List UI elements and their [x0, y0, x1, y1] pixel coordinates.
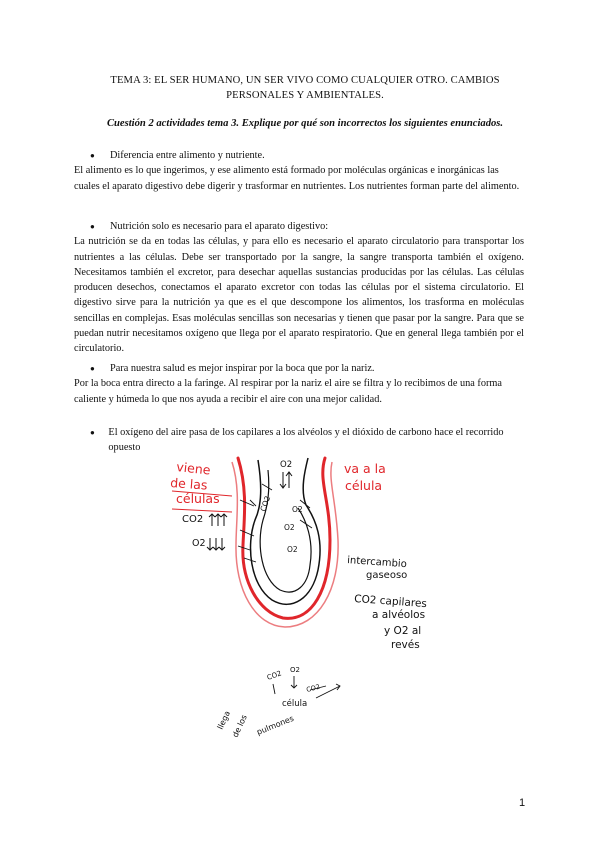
- section-body: El alimento es lo que ingerimos, y ese alimento está formado por moléculas orgánicas e inorgánicas las cuales el aparato digestivo debe digerir y trasformar en nutrientes. Los nutrientes forman parte del alimento.: [74, 165, 520, 192]
- bullet-dot-icon: ●: [90, 364, 95, 373]
- co2-label: CO2: [182, 514, 204, 525]
- bullet-dot-icon: ●: [90, 151, 95, 160]
- co2-up-arrows-icon: [209, 514, 227, 526]
- left-label-line-3: células: [176, 491, 220, 506]
- bullet-dot-icon: ●: [90, 428, 95, 437]
- exchange-arrows-icon: [238, 484, 312, 562]
- title-line-1: TEMA 3: EL SER HUMANO, UN SER VIVO COMO CUALQUIER OTRO. CAMBIOS: [110, 75, 500, 86]
- section-body: La nutrición se da en todas las células, y para ello es necesario el aparato circulatorio para transportar los nutrientes a las células. Debe ser transportado por la sangre, la sangre transporta también el oxígeno. Necesitamos también el excretor, para desechar aquellas sustancias producidas por las células. Las células producen desechos, conectamos el aparato excretor con todas las células por el sistema circulatorio. El digestivo sirve para la nutrición ya que es el que descompone los alimentos, los trasforma en moléculas sencillas en complejas. Esas moléculas sencillas son necesarias y tienen que pasar por la sangre. Para que se puedan nutrir necesitamos oxígeno que llega por el aparato respiratorio. Que en general llega también por el circulatorio.: [74, 236, 524, 355]
- question-heading: Cuestión 2 actividades tema 3. Explique por qué son incorrectos los siguientes enunciados.: [106, 118, 504, 129]
- inner-o2-label-3: O2: [287, 545, 298, 554]
- page-number: 1: [519, 797, 526, 809]
- title-line-2: PERSONALES Y AMBIENTALES.: [226, 90, 384, 101]
- inner-o2-label-1: O2: [292, 505, 303, 514]
- right-label-line-1: va a la: [344, 461, 386, 476]
- note-line-3: y O2 al: [384, 625, 422, 637]
- bullet-text: Nutrición solo es necesario para el aparato digestivo:: [110, 221, 329, 232]
- bullet-text: El oxígeno del aire pasa de los capilares a los alvéolos y el dióxido de carbono hace el recorrido opuesto: [108, 427, 504, 454]
- capillary-inner-wall: [232, 462, 338, 627]
- note-line-2: a alvéolos: [372, 609, 426, 621]
- left-label-line-1: viene: [175, 459, 212, 478]
- exchange-label-line-2: gaseoso: [366, 570, 408, 581]
- bottom-cell-label: célula: [282, 699, 308, 709]
- exchange-label-line-1: intercambio: [346, 555, 408, 571]
- bullet-dot-icon: ●: [90, 222, 95, 231]
- top-arrows-icon: [280, 472, 292, 488]
- o2-down-arrows-icon: [207, 538, 225, 550]
- top-o2-label: O2: [280, 460, 293, 470]
- note-line-4: revés: [391, 639, 420, 651]
- bullet-text: Diferencia entre alimento y nutriente.: [110, 150, 265, 161]
- note-line-1: CO2 capilares: [353, 593, 428, 611]
- capillary-outline: [238, 458, 330, 618]
- bottom-arrival-line-3: pulmones: [255, 713, 296, 737]
- bottom-arrival-line-1: llega: [215, 709, 232, 731]
- bottom-right-co2-label: CO2: [305, 682, 321, 694]
- bullet-text: Para nuestra salud es mejor inspirar por la boca que por la nariz.: [110, 363, 375, 374]
- bottom-co2-label: CO2: [265, 669, 283, 682]
- bottom-o2-label: O2: [290, 666, 300, 674]
- inner-o2-label-2: O2: [284, 523, 295, 532]
- section-body: Por la boca entra directo a la faringe. Al respirar por la nariz el aire se filtra y lo recibimos de una forma caliente y húmeda lo que nos ayuda a recibir el aire con una mejor calidad.: [74, 378, 502, 405]
- inner-co2-label: CO2: [258, 494, 273, 513]
- left-label-line-2: de las: [169, 475, 208, 493]
- bottom-arrival-line-2: de los: [230, 713, 249, 739]
- right-label-line-2: célula: [345, 478, 383, 493]
- o2-label: O2: [192, 538, 206, 549]
